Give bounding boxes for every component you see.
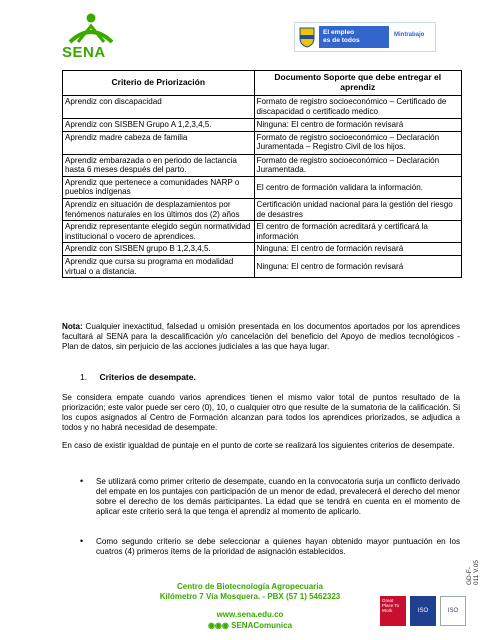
criterion-cell: Aprendiz que pertenece a comunidades NARP o pueblos indígenas <box>63 176 255 198</box>
col-document-header: Documento Soporte que debe entregar el aprendiz <box>254 71 461 96</box>
iso-badge-2 <box>440 596 466 626</box>
criterion-cell: Aprendiz representante elegido según normatividad institucional o vocero de aprendices. <box>63 221 255 243</box>
document-code: GD-F-011 V.05 <box>466 560 480 585</box>
note-label: Nota: <box>62 322 83 331</box>
gov-slogan <box>319 26 389 48</box>
note-paragraph <box>62 322 460 352</box>
table-row <box>63 96 462 119</box>
note-text: Cualquier inexactitud, falsedad u omisión presentada en los documentos aportados por los aprendices facultará al SENA para la descalificación y/o cancelación del beneficio del Apoyo de medios tecnológicos - Plan de datos, sin perjuicio de las acciones judiciales a las que haya lugar. <box>62 322 460 351</box>
table-row <box>63 119 462 132</box>
bullet-icon: • <box>80 536 84 546</box>
gov-slogan-line1: El empleo <box>323 29 355 36</box>
table-row <box>63 176 462 198</box>
criterion-cell: Aprendiz madre cabeza de familia <box>63 131 255 154</box>
document-cell: Ninguna: El centro de formación revisará <box>254 243 461 256</box>
great-place-badge-text: Great Place To Work <box>382 598 400 613</box>
section-number: 1. <box>80 372 88 382</box>
social-icons: ◉◉◉ <box>207 621 232 630</box>
document-cell: El centro de formación acreditará y certificará la información <box>254 221 461 243</box>
document-cell: Formato de registro socioeconómico – Certificado de discapacidad o certificado medico <box>254 96 461 119</box>
footer-center-name: Centro de Biotecnología Agropecuaria <box>177 582 323 591</box>
great-place-badge <box>380 596 406 626</box>
first-criterion-item: Se utilizará como primer criterio de desempate, cuando en la convocatoria surja un conflicto derivado del empate en los puntajes con participación de un menor de edad, prevalecerá el derecho del menor sobre el derecho de los demás participantes. La edad que se tendrá en cuenta en el momento de aplicar este criterio será la que tenga el aprendiz al momento de aplicarlo. <box>96 477 461 516</box>
section-title: Criterios de desempate. <box>99 372 196 382</box>
tiebreak-intro-paragraph: En caso de existir igualdad de puntaje en el punto de corte se realizará los siguientes criterios de desempate. <box>62 441 455 450</box>
tiebreak-paragraph: Se considera empate cuando varios aprendices tienen el mismo valor total de puntos resultado de la priorización; este valor puede ser cero (0), 10, o cualquier otro que resulte de la sumatoria de la calificación. Si los cupos asignados al Centro de Formación alcanzan para todos los aprendices priorizados, se adjudica a todos y no habrá necesidad de desempate. <box>62 393 460 432</box>
coat-of-arms-icon <box>298 26 316 48</box>
iso-badge-text: ISO <box>417 608 429 614</box>
table-row <box>63 221 462 243</box>
col-criterion-header: Criterio de Priorización <box>63 71 255 96</box>
criterion-cell: Aprendiz que cursa su programa en modalidad virtual o a distancia. <box>63 255 255 277</box>
sena-emblem-icon <box>56 12 126 46</box>
bullet-icon: • <box>80 476 84 486</box>
table-row <box>63 198 462 220</box>
footer-address: Kilómetro 7 Vía Mosquera. - PBX (57 1) 5462323 <box>159 592 341 601</box>
criterion-cell: Aprendiz con SISBEN Grupo A 1,2,3,4,5. <box>63 119 255 132</box>
gov-slogan-line2: es de todos <box>323 37 360 44</box>
criterion-cell: Aprendiz con discapacidad <box>63 96 255 119</box>
ministry-label: Mintrabajo <box>394 32 425 38</box>
criterion-cell: Aprendiz en situación de desplazamientos por fenómenos naturales en los últimos dos (2) años <box>63 198 255 220</box>
government-logo <box>294 22 436 52</box>
sena-logo-text: SENA <box>62 44 106 61</box>
document-cell: Formato de registro socioeconómico – Declaración Juramentada. <box>254 154 461 176</box>
priority-criteria-table <box>62 70 462 278</box>
document-cell: Ninguna: El centro de formación revisará <box>254 255 461 277</box>
sena-logo <box>56 12 126 62</box>
criterion-cell: Aprendiz embarazada o en periodo de lactancia hasta 6 meses después del parto. <box>63 154 255 176</box>
criterion-cell: Aprendiz con SISBEN grupo B 1,2,3,4,5. <box>63 243 255 256</box>
second-criterion-item: Como segundo criterio se debe seleccionar a quienes hayan obtenido mayor puntuación en los cuatros (4) primeros ítems de la prioridad de asignación establecidos. <box>96 537 460 556</box>
footer-website: www.sena.edu.co <box>216 610 284 619</box>
iso-badge <box>410 596 436 626</box>
document-cell: El centro de formación validara la información. <box>254 176 461 198</box>
footer-social <box>120 621 380 631</box>
table-row <box>63 243 462 256</box>
footer-social-handle: SENAComunica <box>231 621 293 630</box>
table-header-row <box>63 71 462 96</box>
document-cell: Ninguna: El centro de formación revisará <box>254 119 461 132</box>
section-heading <box>80 372 196 382</box>
document-cell: Formato de registro socioeconómico – Declaración Juramentada – Registro Civil de los hijos. <box>254 131 461 154</box>
table-row <box>63 131 462 154</box>
iso-badge-2-text: ISO <box>447 608 459 614</box>
table-row <box>63 154 462 176</box>
table-row <box>63 255 462 277</box>
document-cell: Certificación unidad nacional para la gestión del riesgo de desastres <box>254 198 461 220</box>
